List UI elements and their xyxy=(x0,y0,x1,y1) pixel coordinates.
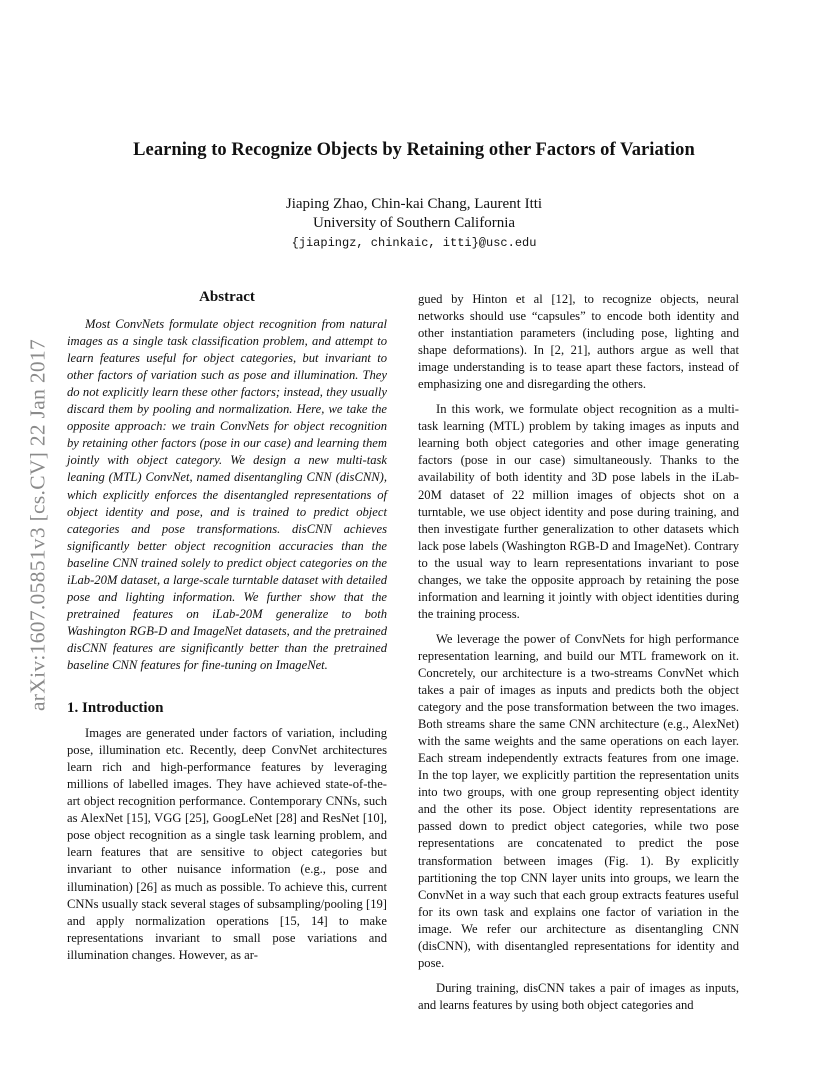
paper-title: Learning to Recognize Objects by Retaining other Factors of Variation xyxy=(133,140,695,160)
arxiv-sidebar xyxy=(26,290,50,760)
paragraph-training: During training, disCNN takes a pair of images as inputs, and learns features by using both object categories and xyxy=(418,980,739,1012)
arxiv-identifier: arXiv:1607.05851v3 [cs.CV] 22 Jan 2017 xyxy=(25,338,50,712)
author-block xyxy=(0,195,828,233)
author-affiliation: University of Southern California xyxy=(312,215,516,231)
introduction-heading: 1. Introduction xyxy=(67,700,164,717)
author-emails: {jiapingz, chinkaic, itti}@usc.edu xyxy=(291,236,537,250)
abstract-text: Most ConvNets formulate object recognition from natural images as a single task classification problem, and attempt to learn features useful for object categories, but invariant to other factors of variation such as pose and illumination. They do not explicitly learn these other factors; instead, they usually discard them by pooling and normalization. Here, we take the opposite approach: we train ConvNets for object recognition by retaining other factors (pose in our case) and learning them jointly with object category. We design a new multi-task leaning (MTL) ConvNet, named disentangling CNN (disCNN), which explicitly enforces the disentangled representations of object identity and pose, and is trained to predict object categories and pose transformations. disCNN achieves significantly better object recognition accuracies than the baseline CNN trained solely to predict object categories on the iLab-20M dataset, a large-scale turntable dataset with detailed pose and lighting information. We further show that the pretrained features on iLab-20M generalize to both Washington RGB-D and ImageNet datasets, and the pretrained disCNN features are significantly better than the pretrained baseline CNN features for fine-tuning on ImageNet. xyxy=(67,317,387,672)
abstract-heading: Abstract xyxy=(199,289,255,305)
author-names: Jiaping Zhao, Chin-kai Chang, Laurent Itti xyxy=(285,196,543,212)
left-column xyxy=(67,289,387,972)
introduction-paragraph: Images are generated under factors of variation, including pose, illumination etc. Recently, deep ConvNet architectures learn rich and high-performance features by leveraging millions of labelled images. They have achieved state-of-the-art object recognition performance. Contemporary CNNs, such as AlexNet [15], VGG [25], GoogLeNet [28] and ResNet [10], pose object recognition as a single task learning problem, and learn features that are sensitive to object categories but invariant to other nuisance information (e.g., pose and illumination) [26] as much as possible. To achieve this, current CNNs usually stack several stages of subsampling/pooling [19] and apply normalization operations [15, 14] to make representations invariant to small pose variations and illumination changes. However, as ar- xyxy=(67,726,387,962)
right-column xyxy=(418,291,739,1022)
paragraph-continued: gued by Hinton et al [12], to recognize objects, neural networks should use “capsules” to encode both identity and other instantiation parameters (including pose, lighting and shape deformations). In [2, 21], authors argue as well that image understanding is to tease apart these factors, instead of emphasizing one and disregarding the others. xyxy=(418,292,739,392)
paragraph-architecture: We leverage the power of ConvNets for high performance representation learning, and build our MTL framework on it. Concretely, our architecture is a two-streams ConvNet which takes a pair of images as inputs and predicts both the object category and the pose transformation between the two images. Both streams share the same CNN architecture (e.g., AlexNet) with the same weights and the same operations on each layer. Each stream independently extracts features from one image. In the top layer, we explicitly partition the representation units into two groups, with one group representing object identity and the other its pose. Object identity representations are passed down to predict object categories, while two pose representations are concatenated to predict the pose transformation between images (Fig. 1). By explicitly partitioning the top CNN layer units into groups, we learn the ConvNet in a way such that each group extracts features useful for its own task and explains one factor of variation in the image. We refer our architecture as disentangling CNN (disCNN), with disentangled representations for identity and pose. xyxy=(418,631,739,970)
paragraph-mtl-formulation: In this work, we formulate object recognition as a multi-task learning (MTL) problem by taking images as inputs and learning both object categories and other image generating factors (pose in our case) simultaneously. Thanks to the availability of both identity and 3D pose labels in the iLab-20M dataset of 22 million images of objects shot on a turntable, we use object identity and pose during training, and then investigate further generalization to other datasets which lack pose labels (Washington RGB-D and ImageNet). Contrary to the usual way to learn representations invariant to pose changes, we take the opposite approach by retaining the pose information and learning it jointly with object identities during the training process. xyxy=(418,402,739,621)
